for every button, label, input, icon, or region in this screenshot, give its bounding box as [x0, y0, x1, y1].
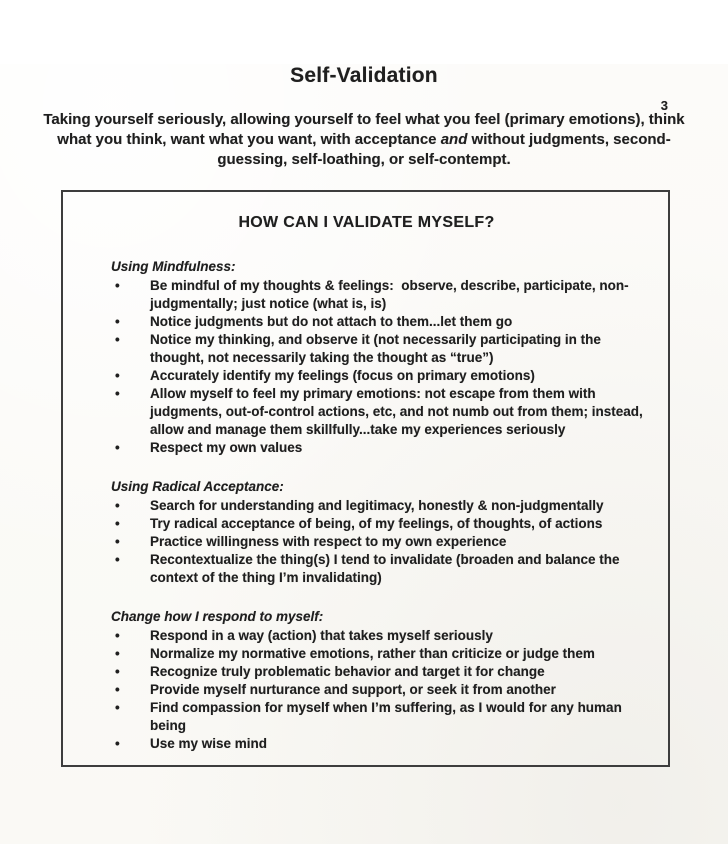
bullet-item: • Use my wise mind: [111, 735, 648, 753]
section-heading: Change how I respond to myself:: [111, 609, 324, 624]
bullet-item: • Respect my own values: [111, 439, 648, 457]
bullet-item: • Normalize my normative emotions, rather than criticize or judge them: [111, 645, 648, 663]
bullet-item: • Notice judgments but do not attach to them...let them go: [111, 313, 648, 331]
bullet-item: • Find compassion for myself when I’m suffering, as I would for any human being: [111, 699, 648, 735]
section-3: [111, 608, 650, 753]
page-number: 3: [660, 98, 668, 113]
section-2: [111, 478, 650, 587]
bullet-item: • Recontextualize the thing(s) I tend to invalidate (broaden and balance the context of the thing I’m invalidating): [111, 551, 648, 587]
bullet-item: • Recognize truly problematic behavior and target it for change: [111, 663, 648, 681]
bullet-item: • Respond in a way (action) that takes myself seriously: [111, 627, 648, 645]
bullet-list: [111, 497, 648, 587]
bullet-item: • Be mindful of my thoughts & feelings: observe, describe, participate, non-judgmentally; just notice (what is, is): [111, 277, 648, 313]
intro-paragraph: [30, 110, 698, 170]
validation-box: [61, 190, 670, 767]
bullet-item: • Accurately identify my feelings (focus on primary emotions): [111, 367, 648, 385]
bullet-item: • Notice my thinking, and observe it (not necessarily participating in the thought, not necessarily taking the thought as “true”): [111, 331, 648, 367]
section-heading: Using Mindfulness:: [111, 259, 236, 274]
intro-text-after: without judgments, second-guessing, self-loathing, or self-contempt.: [217, 131, 671, 168]
bullet-list: [111, 277, 648, 457]
bullet-item: • Provide myself nurturance and support, or seek it from another: [111, 681, 648, 699]
intro-text-before: Taking yourself seriously, allowing yourself to feel what you feel (primary emotions), think what you think, want what you want, with acceptance: [43, 111, 685, 148]
intro-italic-and: and: [440, 131, 468, 148]
section-1: [111, 258, 650, 457]
document-page: [0, 64, 728, 844]
box-heading: HOW CAN I VALIDATE MYSELF?: [238, 214, 495, 231]
bullet-list: [111, 627, 648, 753]
bullet-item: • Try radical acceptance of being, of my feelings, of thoughts, of actions: [111, 515, 648, 533]
page-title: Self-Validation: [290, 64, 438, 87]
bullet-item: • Practice willingness with respect to my own experience: [111, 533, 648, 551]
bullet-item: • Allow myself to feel my primary emotions: not escape from them with judgments, out-of-control actions, etc, and not numb out from them; instead, allow and manage them skillfully...take my experiences seriously: [111, 385, 648, 439]
box-sections: [111, 258, 650, 753]
bullet-item: • Search for understanding and legitimacy, honestly & non-judgmentally: [111, 497, 648, 515]
section-heading: Using Radical Acceptance:: [111, 479, 284, 494]
